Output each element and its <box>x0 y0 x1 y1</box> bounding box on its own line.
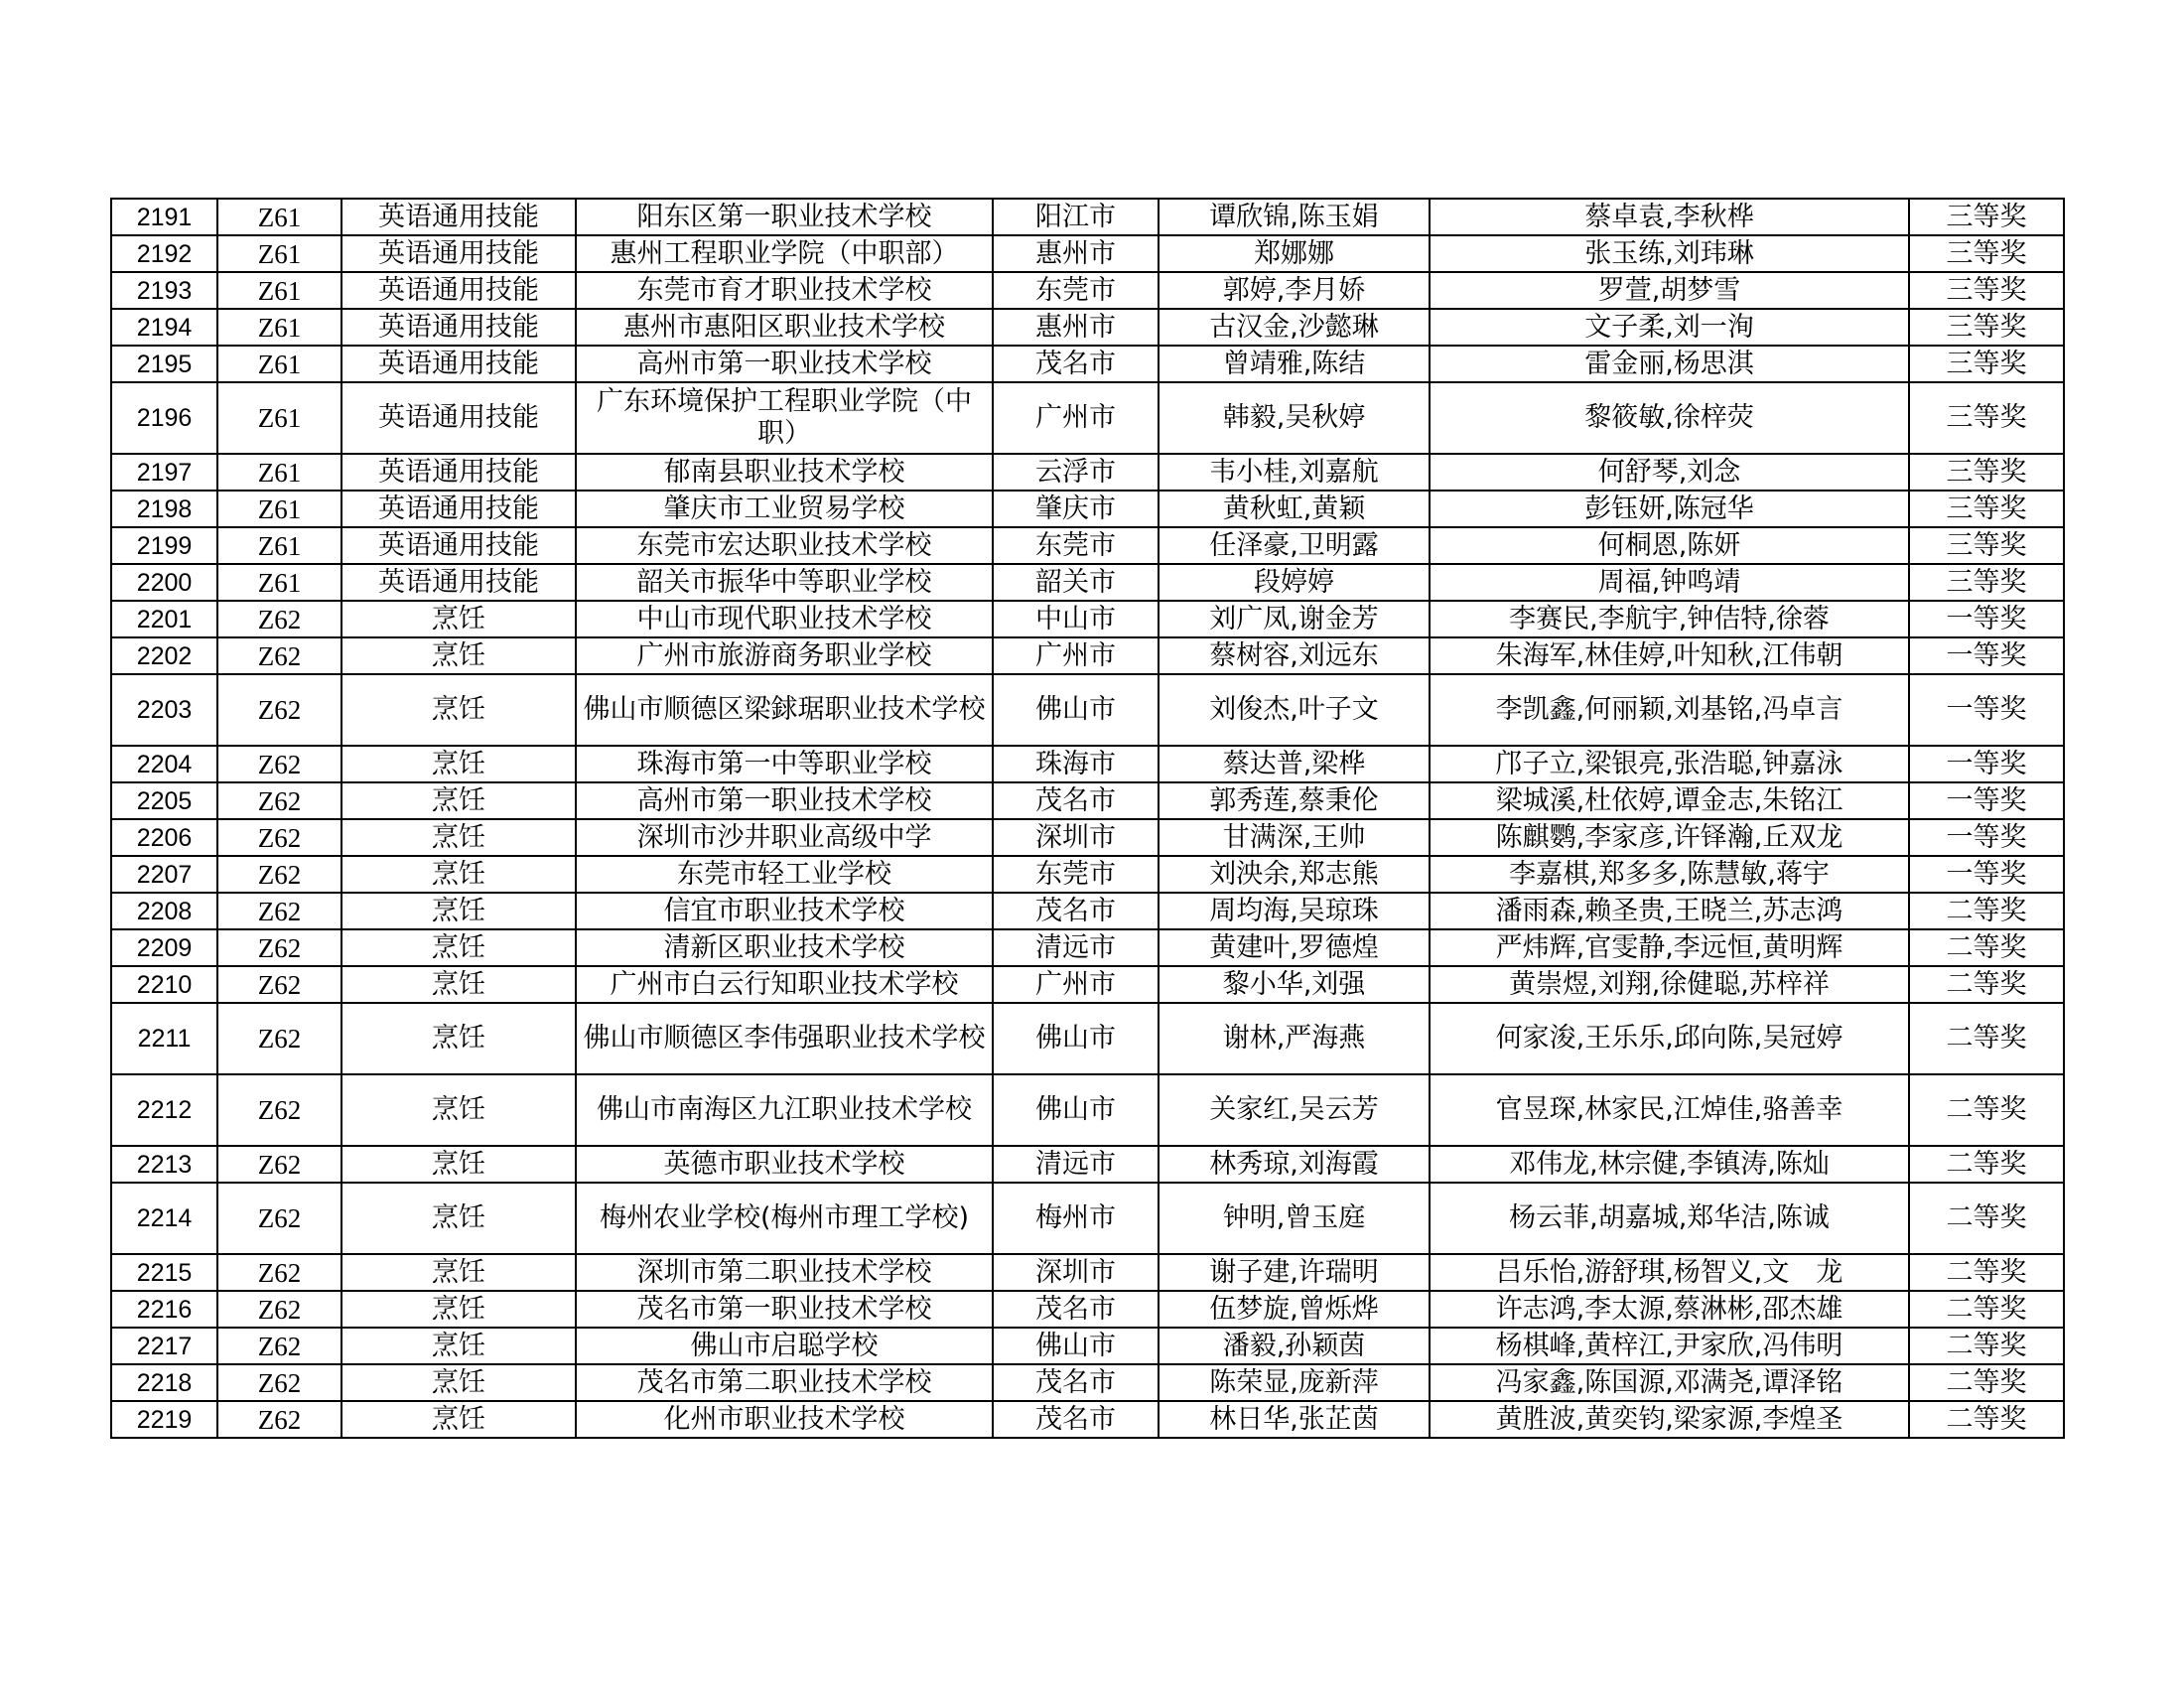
city-name-cell: 肇庆市 <box>993 491 1159 527</box>
row-number-cell: 2203 <box>111 674 217 746</box>
city-name-cell: 惠州市 <box>993 235 1159 272</box>
student-names-cell: 陈麒鹦,李家彦,许铎瀚,丘双龙 <box>1430 819 1909 856</box>
student-names-cell: 黄崇煜,刘翔,徐健聪,苏梓祥 <box>1430 966 1909 1003</box>
school-name-cell: 韶关市振华中等职业学校 <box>576 564 993 601</box>
table-row <box>111 601 2064 637</box>
school-name-cell: 佛山市顺德区梁銶琚职业技术学校 <box>576 674 993 746</box>
event-code-cell: Z61 <box>217 272 341 309</box>
city-name-cell: 东莞市 <box>993 527 1159 564</box>
school-name-cell: 信宜市职业技术学校 <box>576 893 993 929</box>
school-name-cell: 广东环境保护工程职业学院（中职） <box>576 382 993 454</box>
award-level-cell: 二等奖 <box>1909 1074 2064 1146</box>
row-number-cell: 2197 <box>111 454 217 491</box>
school-name-cell: 深圳市第二职业技术学校 <box>576 1254 993 1291</box>
city-name-cell: 茂名市 <box>993 1291 1159 1328</box>
award-level-cell: 二等奖 <box>1909 1003 2064 1074</box>
event-category-cell: 烹饪 <box>341 893 576 929</box>
award-level-cell: 二等奖 <box>1909 1401 2064 1438</box>
table-row <box>111 674 2064 746</box>
student-names-cell: 李赛民,李航宇,钟佶特,徐蓉 <box>1430 601 1909 637</box>
award-level-cell: 二等奖 <box>1909 1146 2064 1183</box>
teacher-names-cell: 郑娜娜 <box>1159 235 1430 272</box>
school-name-cell: 梅州农业学校(梅州市理工学校) <box>576 1183 993 1254</box>
student-names-cell: 彭钰妍,陈冠华 <box>1430 491 1909 527</box>
award-level-cell: 三等奖 <box>1909 491 2064 527</box>
teacher-names-cell: 韩毅,吴秋婷 <box>1159 382 1430 454</box>
teacher-names-cell: 谢林,严海燕 <box>1159 1003 1430 1074</box>
school-name-cell: 郁南县职业技术学校 <box>576 454 993 491</box>
city-name-cell: 茂名市 <box>993 893 1159 929</box>
table-row <box>111 346 2064 382</box>
city-name-cell: 中山市 <box>993 601 1159 637</box>
teacher-names-cell: 周均海,吴琼珠 <box>1159 893 1430 929</box>
school-name-cell: 清新区职业技术学校 <box>576 929 993 966</box>
teacher-names-cell: 郭秀莲,蔡秉伦 <box>1159 782 1430 819</box>
award-level-cell: 三等奖 <box>1909 346 2064 382</box>
award-level-cell: 三等奖 <box>1909 272 2064 309</box>
row-number-cell: 2219 <box>111 1401 217 1438</box>
teacher-names-cell: 刘俊杰,叶子文 <box>1159 674 1430 746</box>
award-level-cell: 一等奖 <box>1909 746 2064 782</box>
teacher-names-cell: 钟明,曾玉庭 <box>1159 1183 1430 1254</box>
event-category-cell: 烹饪 <box>341 966 576 1003</box>
event-category-cell: 烹饪 <box>341 601 576 637</box>
school-name-cell: 阳东区第一职业技术学校 <box>576 199 993 235</box>
event-code-cell: Z61 <box>217 309 341 346</box>
award-level-cell: 三等奖 <box>1909 309 2064 346</box>
school-name-cell: 中山市现代职业技术学校 <box>576 601 993 637</box>
award-level-cell: 二等奖 <box>1909 1328 2064 1364</box>
award-level-cell: 一等奖 <box>1909 601 2064 637</box>
city-name-cell: 珠海市 <box>993 746 1159 782</box>
event-category-cell: 烹饪 <box>341 1254 576 1291</box>
event-code-cell: Z61 <box>217 527 341 564</box>
school-name-cell: 惠州工程职业学院（中职部） <box>576 235 993 272</box>
table-row <box>111 1291 2064 1328</box>
row-number-cell: 2209 <box>111 929 217 966</box>
teacher-names-cell: 郭婷,李月娇 <box>1159 272 1430 309</box>
teacher-names-cell: 刘泱余,郑志熊 <box>1159 856 1430 893</box>
row-number-cell: 2200 <box>111 564 217 601</box>
event-category-cell: 烹饪 <box>341 929 576 966</box>
award-level-cell: 一等奖 <box>1909 856 2064 893</box>
event-category-cell: 英语通用技能 <box>341 527 576 564</box>
award-level-cell: 一等奖 <box>1909 674 2064 746</box>
student-names-cell: 周福,钟鸣靖 <box>1430 564 1909 601</box>
student-names-cell: 邓伟龙,林宗健,李镇涛,陈灿 <box>1430 1146 1909 1183</box>
teacher-names-cell: 古汉金,沙懿琳 <box>1159 309 1430 346</box>
event-category-cell: 烹饪 <box>341 637 576 674</box>
row-number-cell: 2191 <box>111 199 217 235</box>
teacher-names-cell: 黎小华,刘强 <box>1159 966 1430 1003</box>
school-name-cell: 化州市职业技术学校 <box>576 1401 993 1438</box>
teacher-names-cell: 谭欣锦,陈玉娟 <box>1159 199 1430 235</box>
city-name-cell: 佛山市 <box>993 1003 1159 1074</box>
event-code-cell: Z61 <box>217 382 341 454</box>
row-number-cell: 2206 <box>111 819 217 856</box>
table-row <box>111 309 2064 346</box>
event-code-cell: Z61 <box>217 235 341 272</box>
award-level-cell: 一等奖 <box>1909 637 2064 674</box>
student-names-cell: 潘雨森,赖圣贵,王晓兰,苏志鸿 <box>1430 893 1909 929</box>
city-name-cell: 佛山市 <box>993 1074 1159 1146</box>
award-level-cell: 二等奖 <box>1909 1364 2064 1401</box>
student-names-cell: 文子柔,刘一洵 <box>1430 309 1909 346</box>
event-category-cell: 烹饪 <box>341 782 576 819</box>
table-row <box>111 1146 2064 1183</box>
event-category-cell: 英语通用技能 <box>341 454 576 491</box>
city-name-cell: 广州市 <box>993 637 1159 674</box>
city-name-cell: 广州市 <box>993 966 1159 1003</box>
award-level-cell: 二等奖 <box>1909 929 2064 966</box>
event-code-cell: Z61 <box>217 564 341 601</box>
student-names-cell: 何桐恩,陈妍 <box>1430 527 1909 564</box>
student-names-cell: 梁城溪,杜依婷,谭金志,朱铭江 <box>1430 782 1909 819</box>
row-number-cell: 2202 <box>111 637 217 674</box>
award-level-cell: 三等奖 <box>1909 527 2064 564</box>
event-code-cell: Z62 <box>217 1291 341 1328</box>
table-row <box>111 819 2064 856</box>
table-row <box>111 746 2064 782</box>
table-row <box>111 893 2064 929</box>
table-row <box>111 1003 2064 1074</box>
city-name-cell: 东莞市 <box>993 272 1159 309</box>
award-level-cell: 一等奖 <box>1909 819 2064 856</box>
event-code-cell: Z62 <box>217 674 341 746</box>
student-names-cell: 李凯鑫,何丽颖,刘基铭,冯卓言 <box>1430 674 1909 746</box>
awards-table-body <box>111 199 2064 1438</box>
award-level-cell: 三等奖 <box>1909 235 2064 272</box>
event-code-cell: Z62 <box>217 1003 341 1074</box>
school-name-cell: 广州市旅游商务职业学校 <box>576 637 993 674</box>
event-category-cell: 烹饪 <box>341 1364 576 1401</box>
event-code-cell: Z62 <box>217 893 341 929</box>
event-code-cell: Z62 <box>217 1401 341 1438</box>
table-row <box>111 782 2064 819</box>
row-number-cell: 2195 <box>111 346 217 382</box>
event-category-cell: 烹饪 <box>341 1291 576 1328</box>
teacher-names-cell: 韦小桂,刘嘉航 <box>1159 454 1430 491</box>
row-number-cell: 2204 <box>111 746 217 782</box>
event-category-cell: 烹饪 <box>341 1401 576 1438</box>
event-category-cell: 烹饪 <box>341 1074 576 1146</box>
teacher-names-cell: 蔡达普,梁桦 <box>1159 746 1430 782</box>
school-name-cell: 惠州市惠阳区职业技术学校 <box>576 309 993 346</box>
event-code-cell: Z62 <box>217 966 341 1003</box>
teacher-names-cell: 曾靖雅,陈结 <box>1159 346 1430 382</box>
table-row <box>111 1364 2064 1401</box>
event-code-cell: Z61 <box>217 491 341 527</box>
table-row <box>111 1074 2064 1146</box>
award-level-cell: 三等奖 <box>1909 382 2064 454</box>
school-name-cell: 高州市第一职业技术学校 <box>576 346 993 382</box>
event-category-cell: 英语通用技能 <box>341 199 576 235</box>
event-code-cell: Z61 <box>217 346 341 382</box>
award-level-cell: 二等奖 <box>1909 1254 2064 1291</box>
city-name-cell: 梅州市 <box>993 1183 1159 1254</box>
event-code-cell: Z62 <box>217 782 341 819</box>
event-category-cell: 烹饪 <box>341 1183 576 1254</box>
student-names-cell: 雷金丽,杨思淇 <box>1430 346 1909 382</box>
event-code-cell: Z62 <box>217 1364 341 1401</box>
award-level-cell: 二等奖 <box>1909 893 2064 929</box>
student-names-cell: 李嘉棋,郑多多,陈慧敏,蒋宇 <box>1430 856 1909 893</box>
table-row <box>111 1254 2064 1291</box>
city-name-cell: 云浮市 <box>993 454 1159 491</box>
school-name-cell: 佛山市南海区九江职业技术学校 <box>576 1074 993 1146</box>
event-category-cell: 烹饪 <box>341 1003 576 1074</box>
award-level-cell: 三等奖 <box>1909 564 2064 601</box>
table-row <box>111 1328 2064 1364</box>
table-row <box>111 527 2064 564</box>
school-name-cell: 高州市第一职业技术学校 <box>576 782 993 819</box>
teacher-names-cell: 伍梦旋,曾烁烨 <box>1159 1291 1430 1328</box>
award-level-cell: 二等奖 <box>1909 1291 2064 1328</box>
event-category-cell: 烹饪 <box>341 1328 576 1364</box>
school-name-cell: 茂名市第二职业技术学校 <box>576 1364 993 1401</box>
event-code-cell: Z61 <box>217 199 341 235</box>
city-name-cell: 茂名市 <box>993 1364 1159 1401</box>
award-level-cell: 一等奖 <box>1909 782 2064 819</box>
city-name-cell: 佛山市 <box>993 674 1159 746</box>
event-category-cell: 烹饪 <box>341 746 576 782</box>
event-code-cell: Z62 <box>217 1183 341 1254</box>
event-code-cell: Z62 <box>217 929 341 966</box>
city-name-cell: 茂名市 <box>993 1401 1159 1438</box>
row-number-cell: 2194 <box>111 309 217 346</box>
school-name-cell: 茂名市第一职业技术学校 <box>576 1291 993 1328</box>
row-number-cell: 2214 <box>111 1183 217 1254</box>
row-number-cell: 2215 <box>111 1254 217 1291</box>
row-number-cell: 2193 <box>111 272 217 309</box>
student-names-cell: 官昱琛,林家民,江焯佳,骆善幸 <box>1430 1074 1909 1146</box>
award-level-cell: 二等奖 <box>1909 966 2064 1003</box>
event-code-cell: Z62 <box>217 1328 341 1364</box>
event-code-cell: Z62 <box>217 1146 341 1183</box>
city-name-cell: 广州市 <box>993 382 1159 454</box>
student-names-cell: 何家浚,王乐乐,邱向陈,吴冠婷 <box>1430 1003 1909 1074</box>
row-number-cell: 2213 <box>111 1146 217 1183</box>
awards-table <box>110 198 2065 1439</box>
teacher-names-cell: 甘满深,王帅 <box>1159 819 1430 856</box>
student-names-cell: 杨棋峰,黄梓江,尹家欣,冯伟明 <box>1430 1328 1909 1364</box>
award-level-cell: 三等奖 <box>1909 199 2064 235</box>
student-names-cell: 何舒琴,刘念 <box>1430 454 1909 491</box>
school-name-cell: 广州市白云行知职业技术学校 <box>576 966 993 1003</box>
table-row <box>111 199 2064 235</box>
student-names-cell: 蔡卓袁,李秋桦 <box>1430 199 1909 235</box>
teacher-names-cell: 陈荣显,庞新萍 <box>1159 1364 1430 1401</box>
event-category-cell: 烹饪 <box>341 856 576 893</box>
event-category-cell: 烹饪 <box>341 674 576 746</box>
city-name-cell: 深圳市 <box>993 1254 1159 1291</box>
table-row <box>111 856 2064 893</box>
school-name-cell: 珠海市第一中等职业学校 <box>576 746 993 782</box>
event-code-cell: Z62 <box>217 637 341 674</box>
award-level-cell: 二等奖 <box>1909 1183 2064 1254</box>
event-code-cell: Z62 <box>217 1074 341 1146</box>
teacher-names-cell: 关家红,吴云芳 <box>1159 1074 1430 1146</box>
row-number-cell: 2192 <box>111 235 217 272</box>
student-names-cell: 许志鸿,李太源,蔡淋彬,邵杰雄 <box>1430 1291 1909 1328</box>
city-name-cell: 清远市 <box>993 929 1159 966</box>
table-row <box>111 637 2064 674</box>
teacher-names-cell: 谢子建,许瑞明 <box>1159 1254 1430 1291</box>
teacher-names-cell: 蔡树容,刘远东 <box>1159 637 1430 674</box>
row-number-cell: 2196 <box>111 382 217 454</box>
row-number-cell: 2207 <box>111 856 217 893</box>
table-row <box>111 235 2064 272</box>
row-number-cell: 2210 <box>111 966 217 1003</box>
student-names-cell: 罗萱,胡梦雪 <box>1430 272 1909 309</box>
row-number-cell: 2212 <box>111 1074 217 1146</box>
table-row <box>111 272 2064 309</box>
student-names-cell: 杨云菲,胡嘉城,郑华洁,陈诚 <box>1430 1183 1909 1254</box>
row-number-cell: 2217 <box>111 1328 217 1364</box>
school-name-cell: 肇庆市工业贸易学校 <box>576 491 993 527</box>
event-category-cell: 烹饪 <box>341 819 576 856</box>
event-category-cell: 英语通用技能 <box>341 235 576 272</box>
table-row <box>111 1183 2064 1254</box>
teacher-names-cell: 林秀琼,刘海霞 <box>1159 1146 1430 1183</box>
school-name-cell: 英德市职业技术学校 <box>576 1146 993 1183</box>
event-code-cell: Z62 <box>217 819 341 856</box>
event-code-cell: Z62 <box>217 856 341 893</box>
table-row <box>111 454 2064 491</box>
event-code-cell: Z62 <box>217 746 341 782</box>
teacher-names-cell: 任泽豪,卫明露 <box>1159 527 1430 564</box>
event-category-cell: 英语通用技能 <box>341 309 576 346</box>
event-category-cell: 英语通用技能 <box>341 382 576 454</box>
student-names-cell: 黎筱敏,徐梓荧 <box>1430 382 1909 454</box>
city-name-cell: 茂名市 <box>993 346 1159 382</box>
event-category-cell: 英语通用技能 <box>341 564 576 601</box>
event-category-cell: 英语通用技能 <box>341 491 576 527</box>
school-name-cell: 佛山市启聪学校 <box>576 1328 993 1364</box>
teacher-names-cell: 黄建叶,罗德煌 <box>1159 929 1430 966</box>
student-names-cell: 黄胜波,黄奕钧,梁家源,李煌圣 <box>1430 1401 1909 1438</box>
event-category-cell: 英语通用技能 <box>341 346 576 382</box>
teacher-names-cell: 潘毅,孙颖茵 <box>1159 1328 1430 1364</box>
table-row <box>111 382 2064 454</box>
table-row <box>111 1401 2064 1438</box>
student-names-cell: 张玉练,刘玮琳 <box>1430 235 1909 272</box>
event-code-cell: Z62 <box>217 1254 341 1291</box>
student-names-cell: 冯家鑫,陈国源,邓满尧,谭泽铭 <box>1430 1364 1909 1401</box>
school-name-cell: 东莞市轻工业学校 <box>576 856 993 893</box>
row-number-cell: 2211 <box>111 1003 217 1074</box>
city-name-cell: 佛山市 <box>993 1328 1159 1364</box>
award-level-cell: 三等奖 <box>1909 454 2064 491</box>
row-number-cell: 2201 <box>111 601 217 637</box>
school-name-cell: 深圳市沙井职业高级中学 <box>576 819 993 856</box>
table-row <box>111 564 2064 601</box>
event-category-cell: 烹饪 <box>341 1146 576 1183</box>
city-name-cell: 茂名市 <box>993 782 1159 819</box>
row-number-cell: 2216 <box>111 1291 217 1328</box>
row-number-cell: 2198 <box>111 491 217 527</box>
student-names-cell: 朱海军,林佳婷,叶知秋,江伟朝 <box>1430 637 1909 674</box>
row-number-cell: 2218 <box>111 1364 217 1401</box>
teacher-names-cell: 林日华,张芷茵 <box>1159 1401 1430 1438</box>
row-number-cell: 2205 <box>111 782 217 819</box>
teacher-names-cell: 刘广凤,谢金芳 <box>1159 601 1430 637</box>
school-name-cell: 东莞市育才职业技术学校 <box>576 272 993 309</box>
city-name-cell: 韶关市 <box>993 564 1159 601</box>
teacher-names-cell: 黄秋虹,黄颖 <box>1159 491 1430 527</box>
city-name-cell: 阳江市 <box>993 199 1159 235</box>
row-number-cell: 2199 <box>111 527 217 564</box>
school-name-cell: 佛山市顺德区李伟强职业技术学校 <box>576 1003 993 1074</box>
event-category-cell: 英语通用技能 <box>341 272 576 309</box>
teacher-names-cell: 段婷婷 <box>1159 564 1430 601</box>
city-name-cell: 清远市 <box>993 1146 1159 1183</box>
city-name-cell: 惠州市 <box>993 309 1159 346</box>
table-row <box>111 929 2064 966</box>
school-name-cell: 东莞市宏达职业技术学校 <box>576 527 993 564</box>
city-name-cell: 深圳市 <box>993 819 1159 856</box>
student-names-cell: 吕乐怡,游舒琪,杨智义,文 龙 <box>1430 1254 1909 1291</box>
table-row <box>111 966 2064 1003</box>
student-names-cell: 邝子立,梁银亮,张浩聪,钟嘉泳 <box>1430 746 1909 782</box>
city-name-cell: 东莞市 <box>993 856 1159 893</box>
event-code-cell: Z62 <box>217 601 341 637</box>
row-number-cell: 2208 <box>111 893 217 929</box>
table-row <box>111 491 2064 527</box>
event-code-cell: Z61 <box>217 454 341 491</box>
student-names-cell: 严炜辉,官雯静,李远恒,黄明辉 <box>1430 929 1909 966</box>
